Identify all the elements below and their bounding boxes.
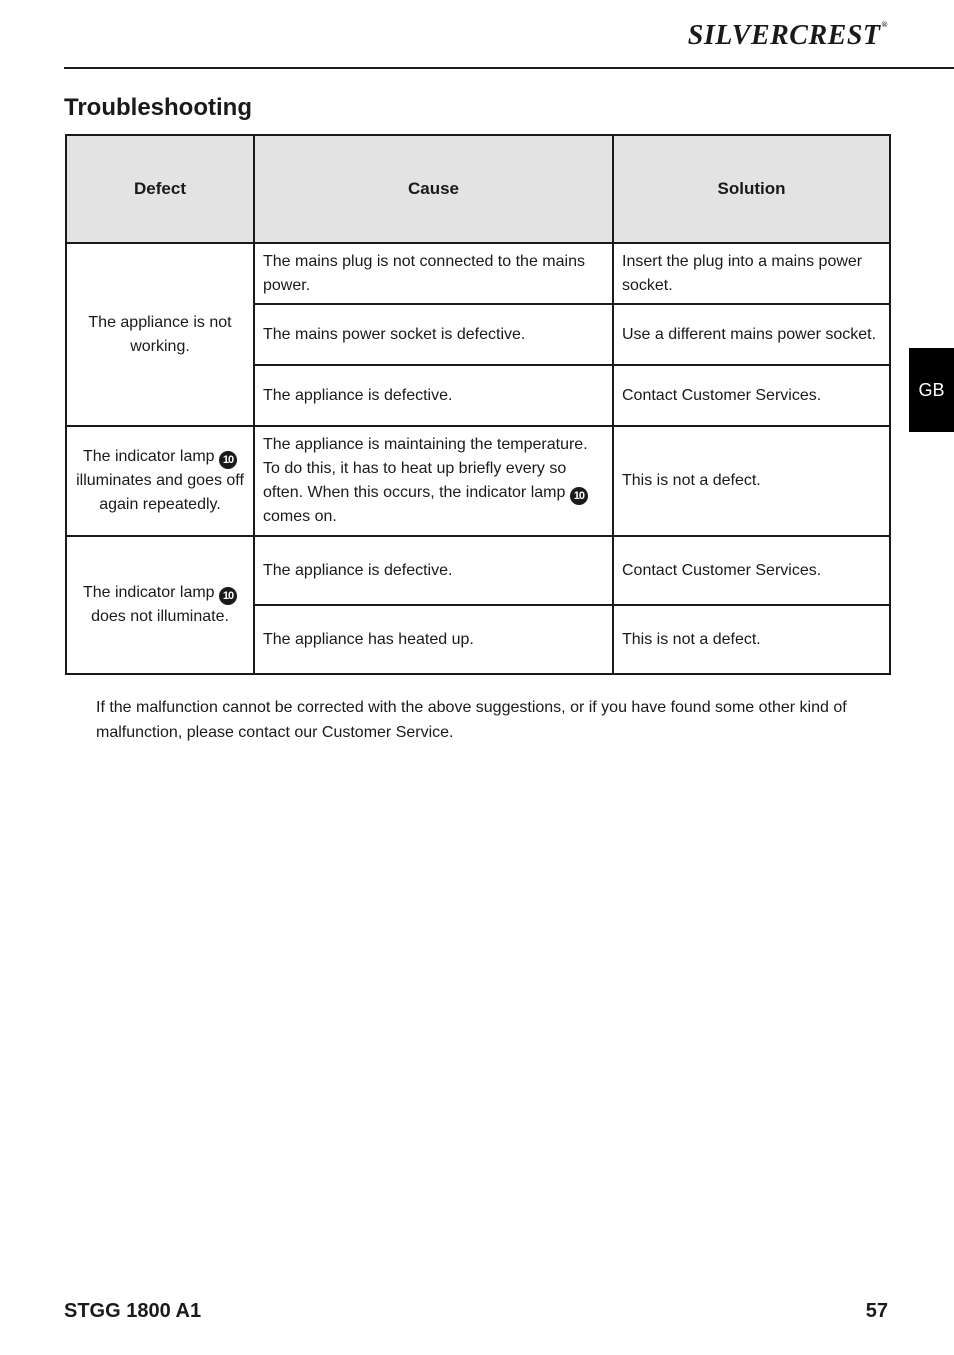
table-row bbox=[66, 243, 890, 304]
cause-cell: The mains plug is not connected to the mains power. bbox=[254, 243, 613, 304]
solution-cell: Contact Customer Services. bbox=[613, 365, 890, 426]
cause-cell: The appliance has heated up. bbox=[254, 605, 613, 674]
cause-cell bbox=[254, 426, 613, 536]
solution-cell: Insert the plug into a mains power socket. bbox=[613, 243, 890, 304]
solution-cell: Use a different mains power socket. bbox=[613, 304, 890, 365]
part-number-badge: 10 bbox=[219, 451, 237, 469]
cause-text: The appliance is maintaining the temperature. To do this, it has to heat up briefly every so often. When this occurs, the indicator lamp bbox=[263, 436, 588, 501]
cause-cell: The appliance is defective. bbox=[254, 365, 613, 426]
service-note: If the malfunction cannot be corrected with the above suggestions, or if you have found some other kind of malfunction, please contact our Customer Service. bbox=[96, 699, 847, 741]
part-number-badge: 10 bbox=[570, 487, 588, 505]
solution-cell: This is not a defect. bbox=[613, 426, 890, 536]
footer-model: STGG 1800 A1 bbox=[64, 1300, 202, 1322]
table-row bbox=[66, 536, 890, 605]
defect-text: The indicator lamp bbox=[82, 584, 215, 601]
part-number-badge: 10 bbox=[219, 587, 237, 605]
table-header-row bbox=[66, 135, 890, 243]
header-rule bbox=[64, 67, 954, 69]
solution-cell: Contact Customer Services. bbox=[613, 536, 890, 605]
cause-cell: The appliance is defective. bbox=[254, 536, 613, 605]
defect-cell bbox=[66, 536, 254, 674]
header-defect: Defect bbox=[66, 135, 254, 243]
defect-text: illuminates and goes off again repeatedly. bbox=[76, 472, 244, 513]
solution-cell: This is not a defect. bbox=[613, 605, 890, 674]
cause-cell: The mains power socket is defective. bbox=[254, 304, 613, 365]
header-solution: Solution bbox=[613, 135, 890, 243]
defect-text: does not illuminate. bbox=[91, 608, 229, 625]
page-number: 57 bbox=[865, 1300, 888, 1322]
page-title: Troubleshooting bbox=[64, 94, 252, 121]
cause-text: comes on. bbox=[263, 508, 337, 525]
language-tab: GB bbox=[909, 348, 954, 432]
table-row bbox=[66, 426, 890, 536]
defect-cell bbox=[66, 426, 254, 536]
registered-mark: ® bbox=[881, 20, 888, 29]
troubleshooting-table bbox=[65, 134, 891, 675]
defect-text: The indicator lamp bbox=[82, 448, 215, 465]
brand-logo: SILVERCREST® bbox=[687, 20, 888, 51]
defect-cell: The appliance is not working. bbox=[66, 243, 254, 426]
header-cause: Cause bbox=[254, 135, 613, 243]
